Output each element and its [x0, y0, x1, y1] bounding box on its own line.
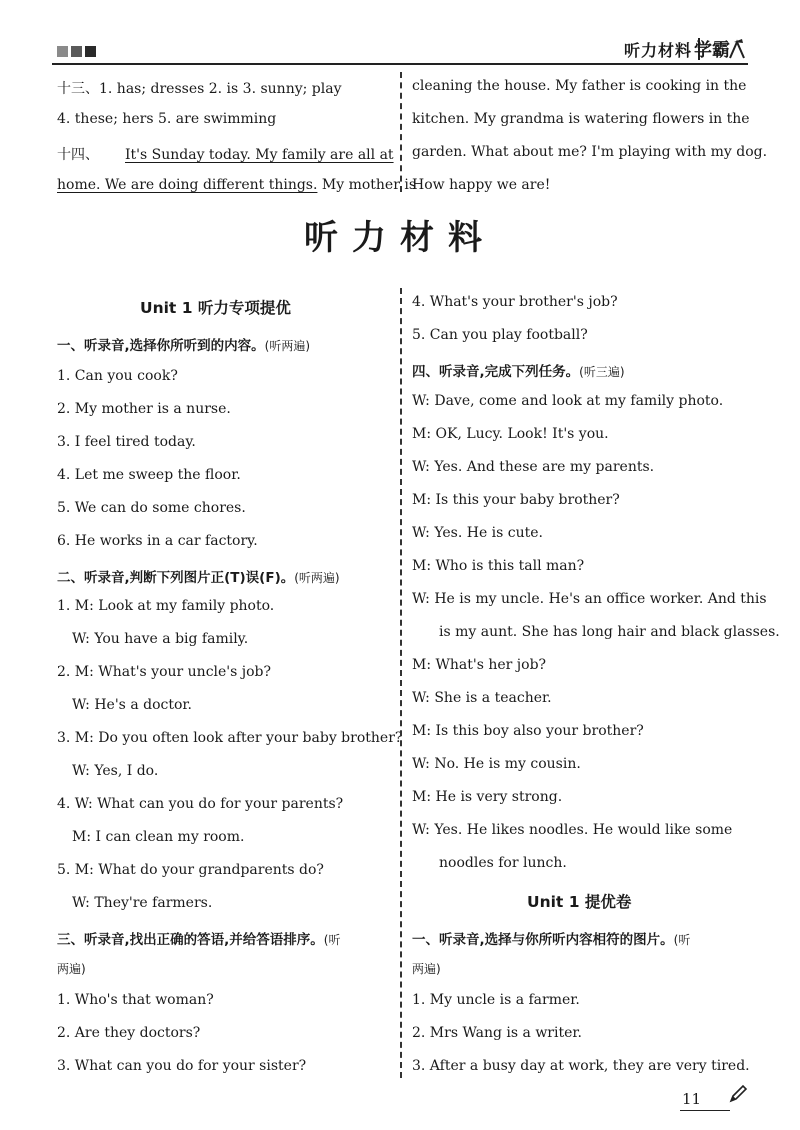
- answer-prefix: 十四、: [57, 147, 99, 163]
- dialog-line: W: Yes. He likes noodles. He would like some: [412, 822, 733, 838]
- section-note: (听三遍): [579, 365, 625, 379]
- answer-line: [57, 177, 416, 193]
- column-divider: [400, 72, 402, 192]
- footer-rule: [680, 1110, 730, 1111]
- dialog-line: M: Is this your baby brother?: [412, 492, 620, 508]
- answer-line: [57, 144, 394, 164]
- dialog-line: W: You have a big family.: [72, 631, 249, 647]
- section-heading-text: 四、听录音,完成下列任务。: [412, 364, 580, 380]
- header-mark-1: [57, 46, 68, 57]
- answer-line: garden. What about me? I'm playing with my dog.: [412, 144, 768, 160]
- answer-line: kitchen. My grandma is watering flowers in the: [412, 111, 750, 127]
- header-brand: 学霸: [694, 40, 730, 61]
- dialog-line: M: Is this boy also your brother?: [412, 723, 644, 739]
- answer-line: How happy we are!: [412, 177, 551, 193]
- list-item: 5. We can do some chores.: [57, 500, 246, 516]
- section-heading: [57, 334, 310, 354]
- list-item: 3. After a busy day at work, they are very tired.: [412, 1058, 750, 1074]
- dialog-line: W: They're farmers.: [72, 895, 213, 911]
- answer-underlined: home. We are doing different things.: [57, 177, 318, 193]
- list-item: 1. My uncle is a farmer.: [412, 992, 580, 1008]
- section-note-cont: [57, 960, 86, 977]
- list-item: 5. Can you play football?: [412, 327, 588, 343]
- answer-text: My mother is: [317, 177, 417, 193]
- section-note: (听: [673, 933, 691, 947]
- dialog-line: W: Yes, I do.: [72, 763, 159, 779]
- section-note: (听两遍): [264, 339, 311, 353]
- dialog-line: M: He is very strong.: [412, 789, 563, 805]
- list-item: 2. My mother is a nurse.: [57, 401, 231, 417]
- list-item: 3. I feel tired today.: [57, 434, 196, 450]
- section-note: 两遍): [412, 962, 441, 976]
- dialog-line: W: No. He is my cousin.: [412, 756, 581, 772]
- page-title: 听力材料: [304, 218, 496, 258]
- dialog-line: W: Dave, come and look at my family photo.: [412, 393, 724, 409]
- section-note: (听: [323, 933, 341, 947]
- dialog-line: is my aunt. She has long hair and black glasses.: [439, 624, 780, 640]
- list-item: 1. Who's that woman?: [57, 992, 214, 1008]
- dialog-line: M: I can clean my room.: [72, 829, 245, 845]
- dialog-line: M: What's her job?: [412, 657, 547, 673]
- list-item: 1. Can you cook?: [57, 368, 178, 384]
- header-mark-3: [85, 46, 96, 57]
- pencil-icon: [728, 1084, 748, 1104]
- dialog-line: W: She is a teacher.: [412, 690, 552, 706]
- unit-title: Unit 1 提优卷: [527, 893, 632, 911]
- dialog-line: 5. M: What do your grandparents do?: [57, 862, 324, 878]
- list-item: 4. Let me sweep the floor.: [57, 467, 241, 483]
- header-section-title: 听力材料: [623, 41, 692, 60]
- dialog-line: 3. M: Do you often look after your baby brother?: [57, 730, 403, 746]
- column-divider: [400, 288, 402, 1078]
- list-item: 2. Are they doctors?: [57, 1025, 201, 1041]
- section-note: (听两遍): [294, 571, 340, 585]
- dialog-line: noodles for lunch.: [439, 855, 567, 871]
- header-mark-2: [71, 46, 82, 57]
- dialog-line: W: He is my uncle. He's an office worker. And this: [412, 591, 767, 607]
- dialog-line: 2. M: What's your uncle's job?: [57, 664, 272, 680]
- page-number: 11: [682, 1090, 702, 1108]
- dialog-line: W: Yes. And these are my parents.: [412, 459, 655, 475]
- answer-line: 4. these; hers 5. are swimming: [57, 111, 277, 127]
- header-marks: [57, 46, 96, 57]
- unit-title: Unit 1 听力专项提优: [140, 299, 291, 317]
- section-heading-text: 二、听录音,判断下列图片正(T)误(F)。: [57, 570, 295, 586]
- list-item: 4. What's your brother's job?: [412, 294, 618, 310]
- section-heading: [57, 566, 340, 586]
- answer-line: cleaning the house. My father is cooking in the: [412, 78, 747, 94]
- section-heading: [412, 360, 625, 380]
- dialog-line: M: OK, Lucy. Look! It's you.: [412, 426, 609, 442]
- graduation-cap-icon: [728, 38, 746, 60]
- section-heading-text: 三、听录音,找出正确的答语,并给答语排序。: [57, 932, 324, 948]
- dialog-line: 1. M: Look at my family photo.: [57, 598, 275, 614]
- list-item: 2. Mrs Wang is a writer.: [412, 1025, 582, 1041]
- dialog-line: 4. W: What can you do for your parents?: [57, 796, 344, 812]
- dialog-line: W: He's a doctor.: [72, 697, 193, 713]
- section-note: 两遍): [57, 962, 86, 976]
- section-note-cont: [412, 960, 441, 977]
- section-heading-text: 一、听录音,选择与你所听内容相符的图片。: [412, 932, 674, 948]
- answer-line: 十三、1. has; dresses 2. is 3. sunny; play: [57, 81, 342, 97]
- dialog-line: W: Yes. He is cute.: [412, 525, 544, 541]
- dialog-line: M: Who is this tall man?: [412, 558, 585, 574]
- list-item: 3. What can you do for your sister?: [57, 1058, 307, 1074]
- answer-underlined: It's Sunday today. My family are all at: [125, 147, 394, 163]
- header-rule: [52, 63, 748, 65]
- section-heading: [412, 928, 690, 948]
- list-item: 6. He works in a car factory.: [57, 533, 258, 549]
- section-heading: [57, 928, 340, 948]
- section-heading-text: 一、听录音,选择你所听到的内容。: [57, 338, 265, 354]
